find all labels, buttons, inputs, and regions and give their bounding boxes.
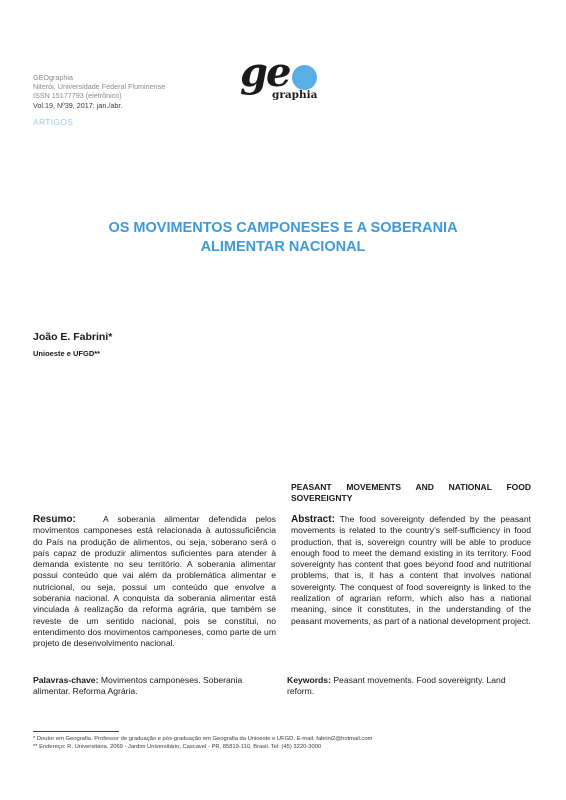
keywords: [287, 675, 531, 698]
resumo-label: Resumo:: [33, 514, 76, 525]
footnote-2: ** Endereço: R. Universitária, 2069 - Jardim Universitário, Cascavel - PR, 85819-110, Brasil. Tel: (45) 3220-3000: [33, 744, 322, 750]
journal-publisher: Niterói, Universidade Federal Fluminense: [33, 82, 166, 92]
logo-ge: ge: [240, 49, 290, 96]
section-label: ARTIGOS: [33, 117, 74, 127]
author-affiliation: Unioeste e UFGD**: [33, 349, 101, 358]
palavras-chave-label: Palavras-chave:: [33, 675, 99, 685]
logo-circle-icon: [292, 65, 317, 90]
keywords-text: Peasant movements. Food sovereignty. Land reform.: [287, 675, 506, 697]
footnote-divider: [33, 731, 119, 732]
logo-graphia: graphia: [272, 89, 318, 101]
footnote-1: * Doutor em Geografia. Professor de graduação e pós-graduação em Geografia da Unioeste e UFGD. E-mail: fabrini2@hotmail.com: [33, 736, 373, 742]
abstract-paragraph: [291, 514, 531, 627]
abstract-label: Abstract:: [291, 514, 335, 525]
resumo-paragraph: [33, 514, 276, 650]
journal-name: GEOgraphia: [33, 73, 73, 82]
article-title: OS MOVIMENTOS CAMPONESES E A SOBERANIA ALIMENTAR NACIONAL: [108, 220, 458, 255]
palavras-chave-text: Movimentos camponeses. Soberania alimentar. Reforma Agrária.: [33, 675, 243, 697]
journal-issn: ISSN 15177793 (eletrônico): [33, 91, 122, 101]
keywords-label: Keywords:: [287, 675, 331, 685]
journal-meta: [33, 73, 165, 110]
palavras-chave: [33, 675, 276, 698]
resumo-text: A soberania alimentar defendida pelos movimentos camponeses está relacionada à autossuficiência do País na produção de alimentos, ou seja, soberano será o país capaz de produzir alimentos suficientes para atender à demanda existente no seu território. A soberania alimentar possui conteúdo que vai além da problemática alimentar e nutricional, ou seja, possui um conteúdo que envolve a soberania nacional. A conquista da soberania alimentar está vinculada à realização da reforma agrária, que também se reveste de um sentido nacional, pois se constitui, no entendimento dos movimentos camponeses, como parte de um projeto de desenvolvimento nacional.: [33, 514, 276, 649]
journal-volume: Vol.19, Nº39, 2017: jan./abr.: [33, 100, 123, 110]
author-name: João E. Fabrini*: [33, 331, 113, 343]
english-title: PEASANT MOVEMENTS AND NATIONAL FOOD SOVEREIGNTY: [291, 482, 531, 503]
abstract-text: The food sovereignty defended by the peasant movements is related to the country's self-sufficiency in food production, that is, sovereign country will be able to produce enough food to meet the demand existing in its territory. Food sovereignty has content that goes beyond food and nutritional problems, that is, it has a content that involves national sovereignty. The conquest of food sovereignty is linked to the realization of agrarian reform, which also has a national meaning, since it constitutes, in the understanding of the peasant movements, as part of a national development project.: [291, 514, 532, 626]
geographia-logo: [240, 49, 330, 110]
footnotes: [33, 735, 372, 751]
